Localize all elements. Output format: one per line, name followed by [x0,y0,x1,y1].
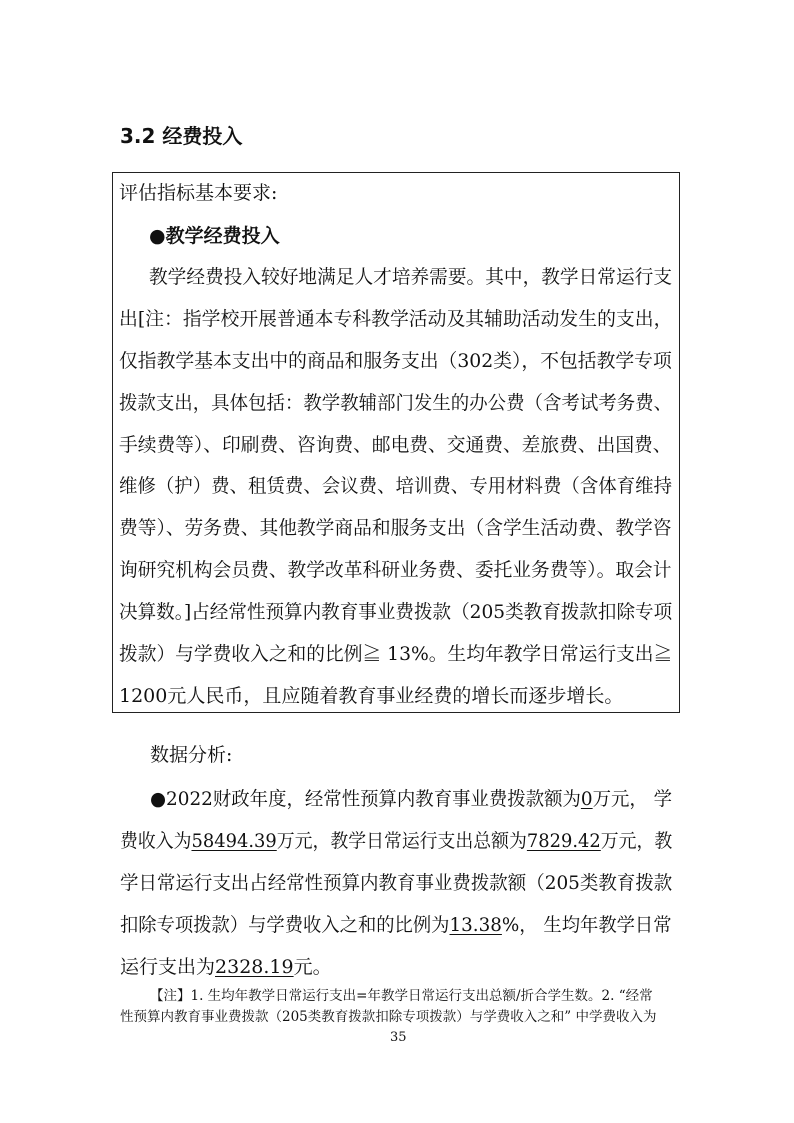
appropriation-value: 0 [580,788,593,810]
ratio-value: 13.38 [449,914,502,936]
analysis-text: %， 生均年教学日常 [501,914,672,936]
analysis-text: 运行支出为 [120,956,216,978]
per-student-value: 2328.19 [215,956,294,978]
analysis-label: 数据分析: [150,744,233,766]
page-number: 35 [390,1030,407,1045]
requirements-line: 教学经费投入较好地满足人才培养需要。其中，教学日常运行支 [149,266,673,288]
requirements-line: 1200元人民币，且应随着教育事业经费的增长而逐步增长。 [119,685,624,707]
tuition-income-value: 58494.39 [191,830,277,852]
requirements-line: 拨款支出，具体包括：教学教辅部门发生的办公费（含考试考务费、 [119,392,673,414]
analysis-text: 元。 [293,956,332,978]
analysis-line-3: 学日常运行支出占经常性预算内教育事业费拨款额（205类教育拨款 [120,872,673,894]
requirements-line: 仅指教学基本支出中的商品和服务支出（302类），不包括教学专项 [119,350,672,372]
section-heading: 3.2 经费投入 [120,124,243,148]
analysis-text: 万元，教学日常运行支出总额为 [276,830,527,852]
analysis-text: 费收入为 [120,830,192,852]
analysis-text: 万元， 学 [592,788,673,810]
analysis-text: ●2022财政年度，经常性预算内教育事业费拨款额为 [150,788,581,810]
analysis-line-1 [150,790,672,809]
analysis-line-4 [120,916,672,935]
footnote-line: 性预算内教育事业费拨款（205类教育拨款扣除专项拨款）与学费收入之和” 中学费收入为 [120,1009,657,1025]
requirements-line: 出[注：指学校开展普通本专科教学活动及其辅助活动发生的支出， [119,308,673,330]
requirements-line: 费等）、劳务费、其他教学商品和服务支出（含学生活动费、教学咨 [119,517,672,539]
requirements-subheading: ●教学经费投入 [149,225,280,247]
analysis-line-2 [120,832,672,851]
requirements-line: 决算数。]占经常性预算内教育事业费拨款（205类教育拨款扣除专项 [119,601,673,623]
operating-total-value: 7829.42 [526,830,601,852]
analysis-line-5 [120,958,332,977]
requirements-line: 维修（护）费、租赁费、会议费、培训费、专用材料费（含体育维持 [119,475,673,497]
requirements-line: 询研究机构会员费、教学改革科研业务费、委托业务费等）。取会计 [119,559,672,581]
requirements-label: 评估指标基本要求: [119,182,278,204]
requirements-line: 手续费等）、印刷费、咨询费、邮电费、交通费、差旅费、出国费、 [119,434,672,456]
footnote-line: 【注】1. 生均年教学日常运行支出=年教学日常运行支出总额/折合学生数。2. “经常 [150,988,653,1004]
analysis-text: 万元，教 [600,830,673,852]
requirements-line: 拨款）与学费收入之和的比例≧ 13%。生均年教学日常运行支出≧ [119,643,673,665]
analysis-text: 扣除专项拨款）与学费收入之和的比例为 [120,914,450,936]
